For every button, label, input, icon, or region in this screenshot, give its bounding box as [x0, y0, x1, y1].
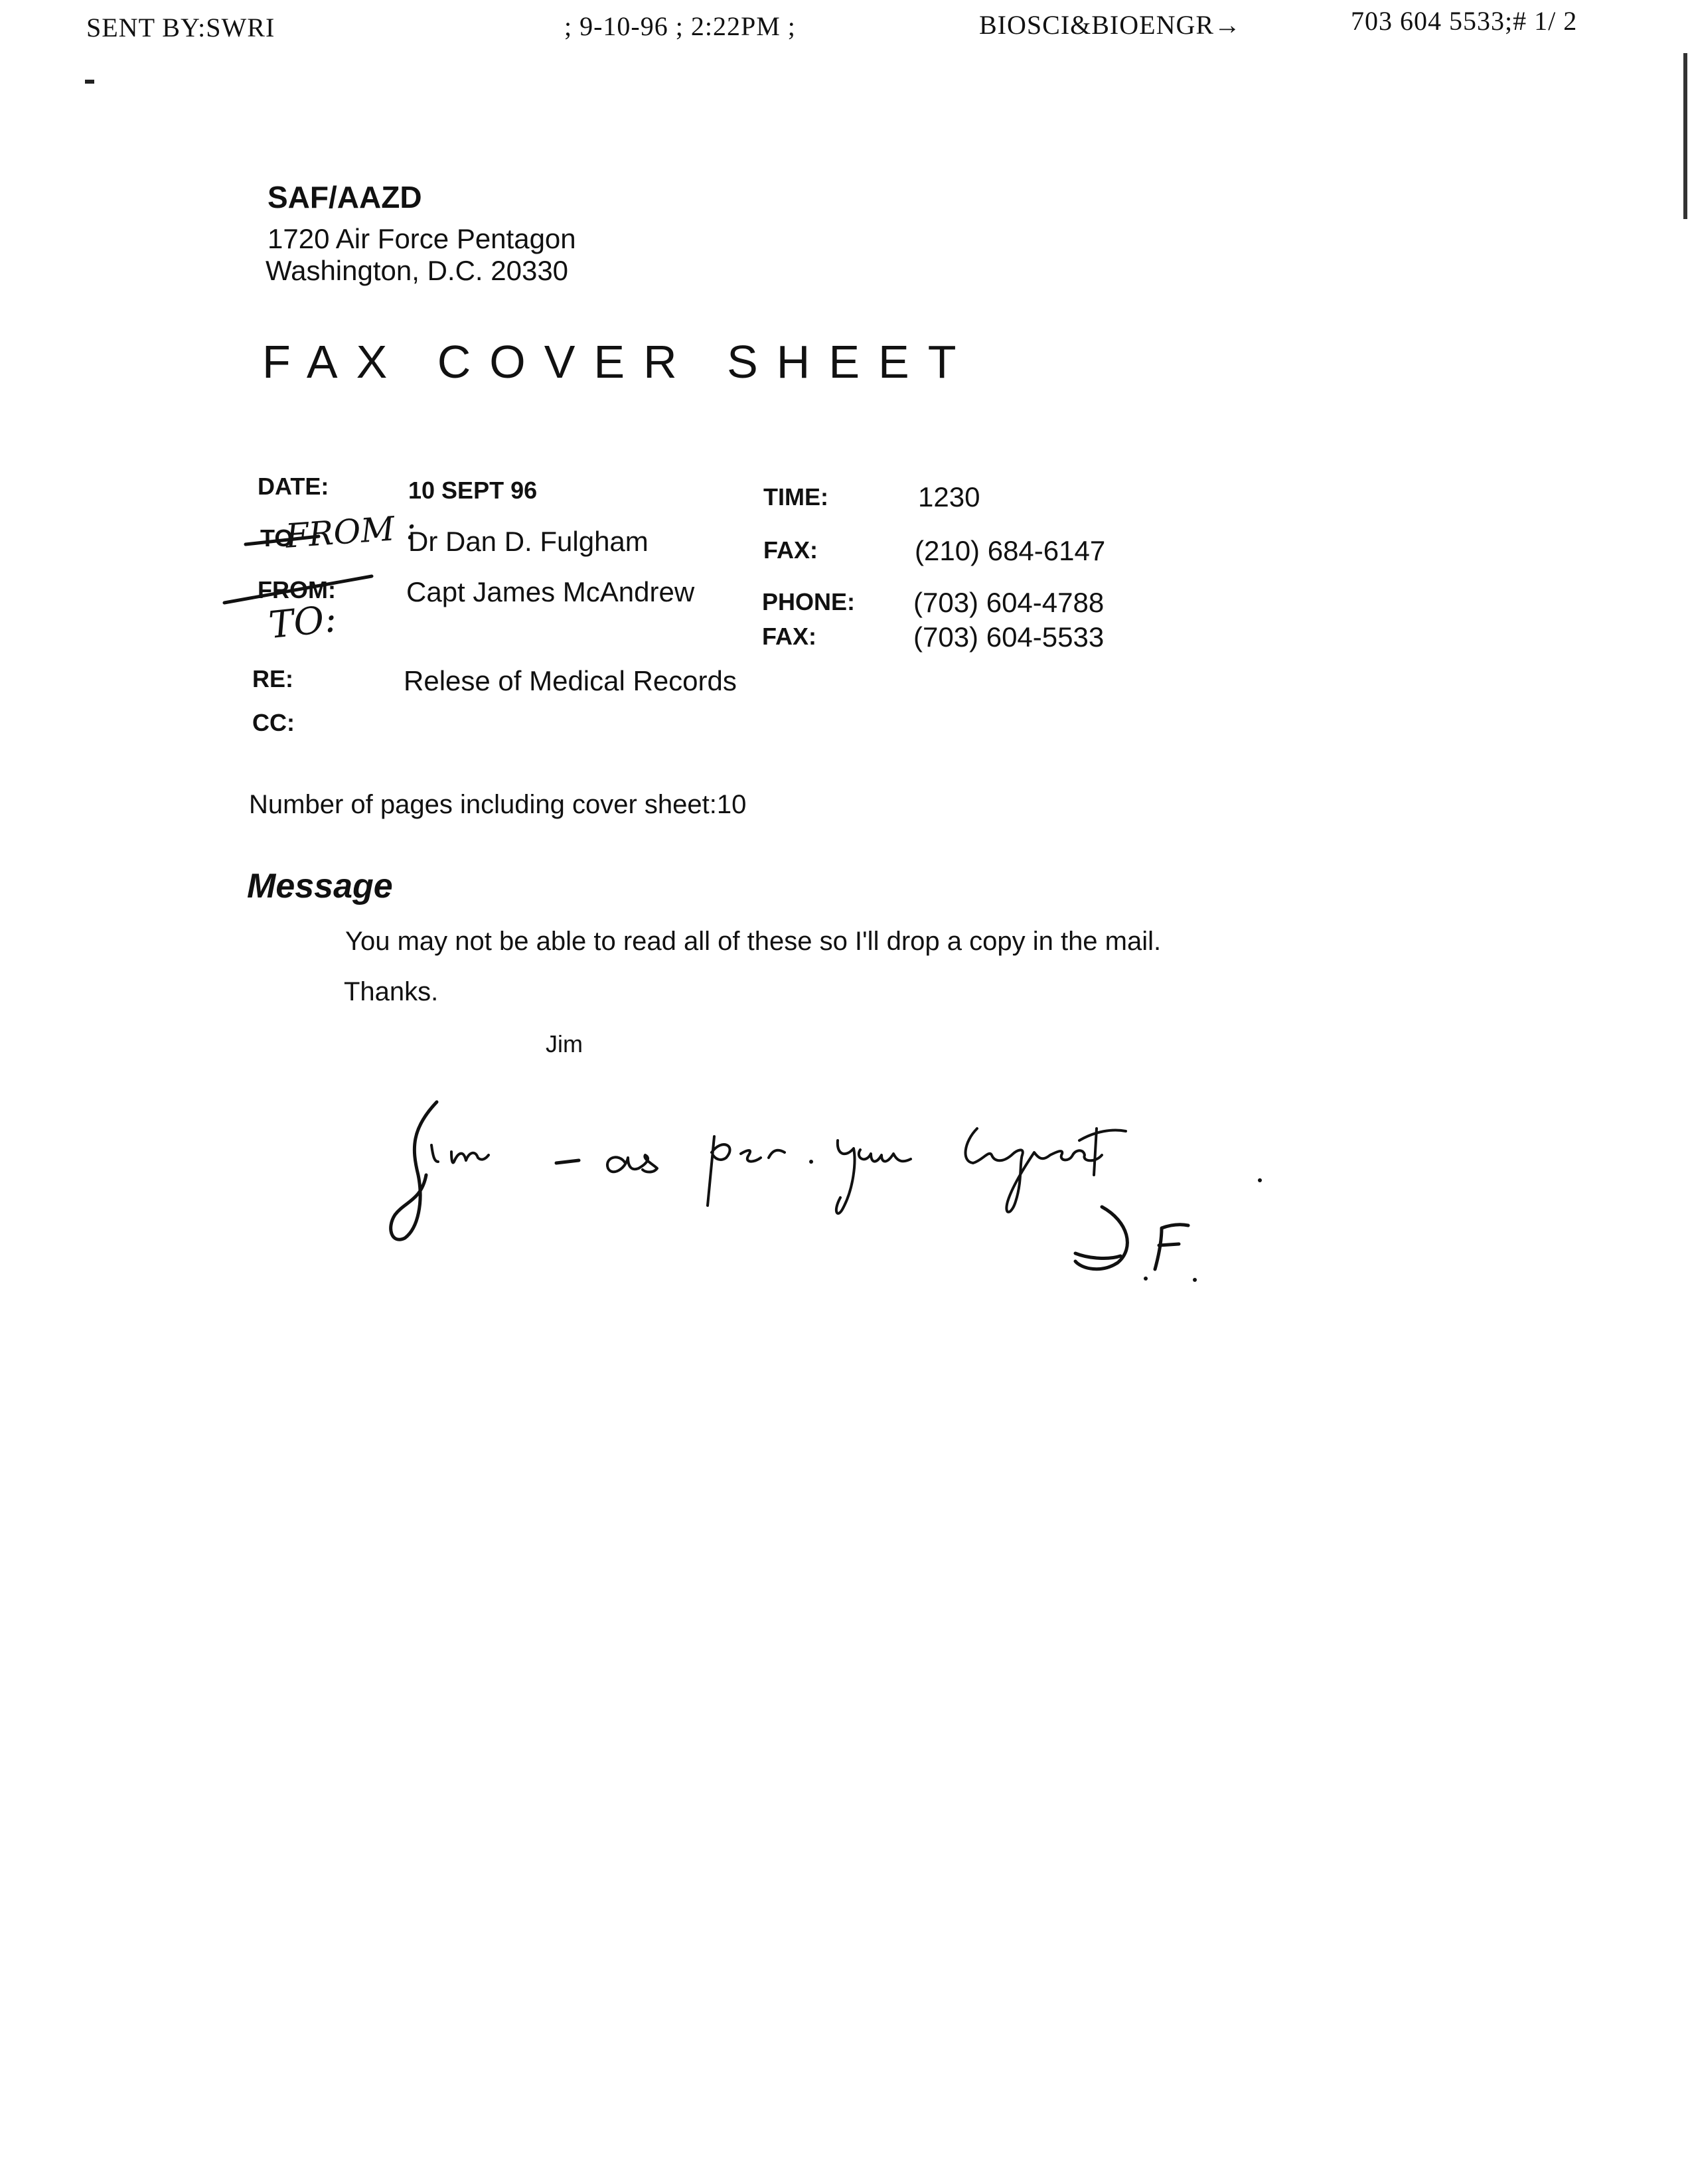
fax1-value: (210) 684-6147 — [915, 535, 1106, 566]
to-handwritten-correction: TO: — [266, 597, 339, 648]
phone-value: (703) 604-4788 — [913, 587, 1105, 618]
from-handwritten-correction: FROM : — [284, 508, 418, 556]
message-line2: Thanks. — [344, 977, 439, 1006]
time-value: 1230 — [918, 481, 980, 512]
fax2-value: (703) 604-5533 — [913, 621, 1105, 653]
message-line1: You may not be able to read all of these so I'll drop a copy in the mail. — [345, 927, 1162, 956]
re-label: RE: — [252, 665, 293, 692]
page-count: Number of pages including cover sheet:10 — [249, 790, 747, 819]
fax-sent-by: SENT BY:SWRI — [86, 13, 275, 42]
to-label-struck: TO — [260, 524, 293, 552]
time-label: TIME: — [763, 483, 828, 510]
fax-datetime: ; 9-10-96 ; 2:22PM ; — [564, 11, 796, 41]
sender-org: SAF/AAZD — [268, 180, 422, 214]
fax-station: BIOSCI&BIOENGR→ — [979, 10, 1242, 40]
fax2-label: FAX: — [762, 623, 817, 650]
sender-address-line1: 1720 Air Force Pentagon — [268, 223, 576, 254]
page-edge-mark — [1683, 53, 1687, 219]
handwritten-note — [385, 1089, 1314, 1301]
to-value: Dr Dan D. Fulgham — [408, 526, 649, 557]
fax-number-page: 703 604 5533;# 1/ 2 — [1351, 6, 1578, 36]
sender-address-line2: Washington, D.C. 20330 — [266, 255, 569, 286]
fax1-label: FAX: — [763, 536, 818, 564]
message-heading: Message — [247, 867, 393, 905]
from-label-struck: FROM: — [258, 576, 336, 603]
phone-label: PHONE: — [762, 588, 856, 615]
from-value: Capt James McAndrew — [406, 576, 695, 607]
date-label: DATE: — [258, 473, 329, 500]
re-value: Relese of Medical Records — [404, 665, 737, 696]
date-value: 10 SEPT 96 — [408, 477, 538, 504]
scan-speck — [85, 80, 94, 84]
page-title: FAX COVER SHEET — [262, 336, 975, 388]
cc-label: CC: — [252, 709, 295, 736]
message-signature: Jim — [546, 1030, 583, 1057]
